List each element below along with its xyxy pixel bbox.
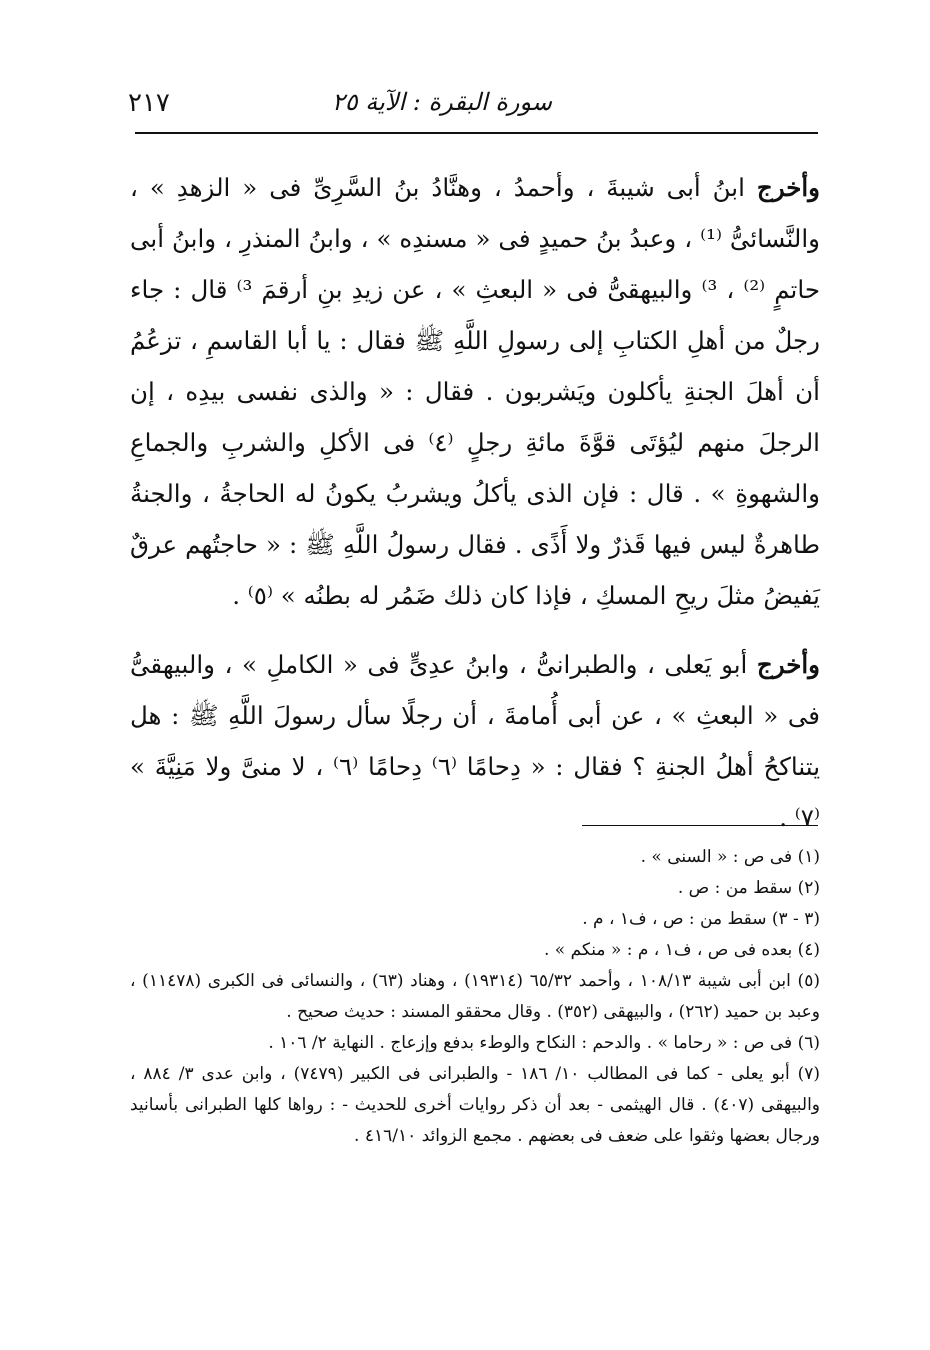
paragraph-text: ابنُ أبى شيبةَ ، وأحمدُ ، وهنَّادُ بنُ السَّرِىِّ فى « الزهدِ » ، والنَّسائىُّ ⁽¹⁾ ، وعبدُ بنُ حميدٍ فى « مسندِه » ، وابنُ المنذرِ ، وابنُ أبى حاتمٍ ⁽²⁾ ، ³⁾ والبيهقىُّ فى « البعثِ » ، عن زيدِ بنِ أرقمَ ³⁾ قال : جاء رجلٌ من أهلِ الكتابِ إلى رسولِ اللَّهِ ﷺ فقال : يا أبا القاسمِ ، تزعُمُ أن أهلَ الجنةِ يأكلون ويَشربون . فقال : « والذى نفسى بيدِه ، إن الرجلَ منهم ليُؤتَى قوَّةَ مائةِ رجلٍ ⁽٤⁾ فى الأكلِ والشربِ والجماعِ والشهوةِ » . قال : فإن الذى يأكلُ ويشربُ يكونُ له الحاجةُ ، والجنةُ طاهرةٌ ليس فيها قَذرٌ ولا أَذًى . فقال رسولُ اللَّهِ ﷺ : « حاجتُهم عرقٌ يَفيضُ مثلَ ريحِ المسكِ ، فإذا كان ذلك ضَمُر له بطنُه » ⁽٥⁾ . (130, 173, 820, 610)
page-header (128, 88, 802, 128)
running-title: سورة البقرة : الآية ٢٥ (331, 88, 552, 116)
footnotes (130, 842, 820, 1152)
paragraph (130, 162, 820, 621)
footnote-6: (٦) فى ص : « رحاما » . والدحم : النكاح والوطء بدفع وإزعاج . النهاية ٢/ ١٠٦ . (268, 1033, 820, 1053)
footnote-5: (٥) ابن أبى شيبة ١٠٨/١٣ ، وأحمد ٦٥/٣٢ (١٩٣١٤) ، وهناد (٦٣) ، والنسائى فى الكبرى (١١٤٧٨) ، وعبد بن حميد (٢٦٢) ، والبيهقى (٣٥٢) . وقال محققو المسند : حديث صحيح . (130, 971, 820, 1022)
header-rule (135, 132, 818, 134)
paragraph (130, 639, 820, 843)
page-number: ٢١٧ (128, 88, 170, 118)
footnote-2: (٢) سقط من : ص . (677, 878, 820, 898)
footnote-7: (٧) أبو يعلى - كما فى المطالب ١٠/ ١٨٦ - والطبرانى فى الكبير (٧٤٧٩) ، وابن عدى ٣/ ٨٨٤ ، والبيهقى (٤٠٧) . قال الهيثمى - بعد أن ذكر روايات أخرى للحديث - : رواها كلها الطبرانى بأسانيد ورجال بعضها وثقوا على ضعف فى بعضهم . مجمع الزوائد ٤١٦/١٠ . (130, 1064, 821, 1146)
footnote-1: (١) فى ص : « السنى » . (640, 847, 820, 867)
main-text (130, 162, 820, 861)
footnote-3: (٣ - ٣) سقط من : ص ، ف١ ، م . (582, 909, 820, 929)
footnote-separator (582, 825, 818, 826)
paragraph-text: أبو يَعلى ، والطبرانىُّ ، وابنُ عدِىٍّ فى « الكاملِ » ، والبيهقىُّ فى « البعثِ » ، عن أبى أُمامةَ ، أن رجلًا سأل رسولَ اللَّهِ ﷺ : هل يتناكحُ أهلُ الجنةِ ؟ فقال : « دِحامًا ⁽٦⁾ دِحامًا ⁽٦⁾ ، لا منىَّ ولا مَنِيَّةَ » ⁽٧⁾ . (130, 650, 821, 832)
paragraph-lead: وأخرج (756, 650, 820, 679)
footnote-4: (٤) بعده فى ص ، ف١ ، م : « منكم » . (543, 940, 820, 960)
paragraph-lead: وأخرج (756, 173, 820, 202)
